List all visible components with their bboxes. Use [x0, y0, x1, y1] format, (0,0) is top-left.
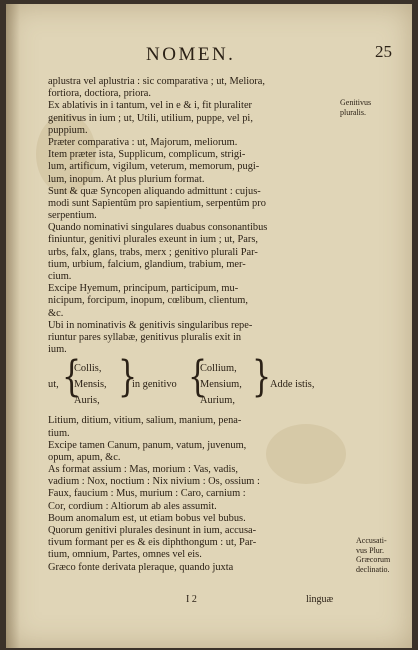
- text-line: ium.: [48, 344, 67, 356]
- text-line: Præter comparativa : ut, Majorum, meliorum.: [48, 136, 238, 148]
- text-line: puppium.: [48, 124, 88, 136]
- declension-table: [48, 353, 352, 411]
- text-line: nicipum, forcipum, inopum, cœlibum, clientum,: [48, 295, 248, 307]
- text-line: Excipe tamen Canum, panum, vatum, juvenum,: [48, 439, 247, 451]
- text-line: tium, urbium, falcium, glandium, trabium, mer-: [48, 258, 246, 270]
- text-line: Ex ablativis in i tantum, vel in e & i, fit pluraliter: [48, 100, 253, 112]
- text-line: cium.: [48, 271, 72, 282]
- right-brace: }: [252, 353, 272, 403]
- text-line: Ubi in nominativis & genitivis singularibus repe-: [48, 319, 253, 331]
- text-line: tium, omnium, Partes, omnes vel eis.: [48, 549, 202, 561]
- text-line: modi sunt Sapientûm pro sapientium, serpentûm pro: [48, 197, 266, 209]
- text-line: Faux, faucium : Mus, murium : Caro, carnium :: [48, 488, 246, 500]
- table-left-1: Collis,: [74, 363, 102, 375]
- paragraph-block-a: [48, 76, 352, 356]
- running-title: NOMEN.: [146, 44, 236, 65]
- text-line: genitivus in ium ; ut, Utili, utilium, puppe, vel pi,: [48, 112, 253, 124]
- paragraph-block-b: [48, 415, 352, 573]
- table-left-3: Auris,: [74, 395, 100, 407]
- book-page: [6, 4, 412, 648]
- text-line: tium.: [48, 427, 70, 439]
- text-line: As format assium : Mas, morium : Vas, vadis,: [48, 464, 239, 476]
- table-right-3: Aurium,: [200, 395, 235, 407]
- page-footer: [6, 594, 412, 608]
- running-header: [6, 44, 412, 68]
- text-line: Cor, cordium : Altiorum ab ales assumit.: [48, 500, 217, 512]
- text-line: lum, artificum, vigilum, veterum, memorum, pugi-: [48, 161, 260, 173]
- margin-note-accusative: [356, 536, 404, 574]
- text-line: Græco fonte derivata pleraque, quando juxta: [48, 561, 234, 573]
- margin-note-line: Accusati-: [356, 536, 387, 545]
- right-brace: }: [118, 353, 138, 403]
- text-line: Sunt & quæ Syncopen aliquando admittunt : cujus-: [48, 185, 261, 197]
- table-right-1: Collium,: [200, 363, 237, 375]
- margin-note-line: pluralis.: [340, 107, 366, 117]
- text-line: tivum formant per es & eis diphthongum : ut, Par-: [48, 537, 257, 549]
- margin-note-genitive: [340, 98, 388, 117]
- text-line: &c.: [48, 307, 64, 319]
- margin-note-line: Genitivus: [340, 98, 372, 107]
- left-brace: {: [188, 353, 208, 403]
- margin-note-line: declinatio.: [356, 564, 390, 574]
- table-add: Adde istis,: [270, 379, 315, 391]
- table-left-2: Mensis,: [74, 379, 107, 391]
- signature-mark: I 2: [186, 594, 197, 605]
- text-line: Litium, ditium, vitium, salium, manium, pena-: [48, 415, 242, 427]
- text-line: opum, apum, &c.: [48, 451, 121, 463]
- catchword: linguæ: [306, 594, 334, 605]
- text-line: lum, inopum. At plus plurium format.: [48, 173, 205, 185]
- text-line: serpentium.: [48, 210, 97, 222]
- table-middle: in genitivo: [132, 379, 177, 391]
- page-number: 25: [375, 42, 392, 61]
- table-ut: ut,: [48, 379, 59, 391]
- margin-note-line: Græcorum: [356, 555, 391, 564]
- text-body: [48, 76, 352, 574]
- text-line: Quorum genitivi plurales desinunt in ium, accusa-: [48, 525, 257, 536]
- text-line: finiuntur, genitivi plurales exeunt in ium ; ut, Pars,: [48, 234, 258, 246]
- margin-note-line: vus Plur.: [356, 545, 385, 555]
- table-right-2: Mensium,: [200, 379, 242, 391]
- text-line: Item præter ista, Supplicum, complicum, strigi-: [48, 149, 246, 161]
- left-brace: {: [62, 353, 82, 403]
- text-line: aplustra vel aplustria : sic comparativa ; ut, Meliora,: [48, 76, 265, 87]
- text-line: Boum anomalum est, ut etiam bobus vel bubus.: [48, 512, 246, 524]
- text-line: urbs, falx, glans, trabs, merx ; genitivo plurali Par-: [48, 246, 258, 258]
- text-line: Excipe Hyemum, principum, participum, mu-: [48, 283, 239, 295]
- text-line: fortiora, doctiora, priora.: [48, 88, 151, 100]
- text-line: riuntur pares syllabæ, genitivus pluralis exit in: [48, 331, 242, 343]
- text-line: vadium : Nox, noctium : Nix nivium : Os, ossium :: [48, 476, 260, 488]
- text-line: Quando nominativi singulares duabus consonantibus: [48, 222, 268, 234]
